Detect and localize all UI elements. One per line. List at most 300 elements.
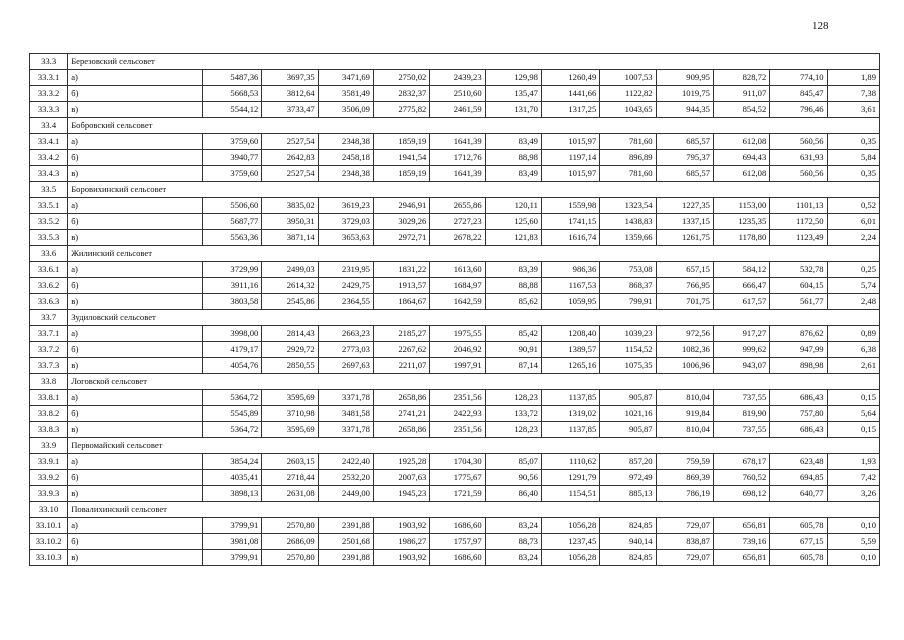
- row-label: в): [68, 486, 203, 502]
- value-cell: 0,15: [827, 422, 879, 438]
- value-cell: 774,10: [770, 70, 827, 86]
- row-code: 33.3.1: [30, 70, 68, 86]
- row-code: 33.5.1: [30, 198, 68, 214]
- value-cell: 2422,93: [430, 406, 485, 422]
- row-label: а): [68, 454, 203, 470]
- value-cell: 1642,59: [430, 294, 485, 310]
- value-cell: 1101,13: [770, 198, 827, 214]
- value-cell: 3595,69: [262, 422, 318, 438]
- value-cell: 83,24: [485, 518, 541, 534]
- value-cell: 1323,54: [600, 198, 656, 214]
- value-cell: 5364,72: [203, 422, 262, 438]
- value-cell: 3835,02: [262, 198, 318, 214]
- table-row: [30, 262, 880, 278]
- value-cell: 1831,22: [373, 262, 429, 278]
- table-row: [30, 358, 880, 374]
- value-cell: 1616,74: [541, 230, 599, 246]
- value-cell: 1208,40: [541, 326, 599, 342]
- value-cell: 2663,23: [318, 326, 373, 342]
- section-title: Бобровский сельсовет: [68, 118, 880, 134]
- value-cell: 944,35: [656, 102, 713, 118]
- value-cell: 1056,28: [541, 550, 599, 566]
- section-title: Логовской сельсовет: [68, 374, 880, 390]
- row-code: 33.5.3: [30, 230, 68, 246]
- value-cell: 0,10: [827, 550, 879, 566]
- row-code: 33.8.3: [30, 422, 68, 438]
- value-cell: 2211,07: [373, 358, 429, 374]
- value-cell: 3729,99: [203, 262, 262, 278]
- row-label: б): [68, 214, 203, 230]
- value-cell: 1864,67: [373, 294, 429, 310]
- row-code: 33.10.1: [30, 518, 68, 534]
- value-cell: 896,89: [600, 150, 656, 166]
- table-row: [30, 150, 880, 166]
- value-cell: 0,52: [827, 198, 879, 214]
- value-cell: 1006,96: [656, 358, 713, 374]
- value-cell: 2185,27: [373, 326, 429, 342]
- row-label: а): [68, 326, 203, 342]
- value-cell: 2570,80: [262, 550, 318, 566]
- value-cell: 796,46: [770, 102, 827, 118]
- table-row: [30, 294, 880, 310]
- section-header-row: [30, 502, 880, 518]
- value-cell: 845,47: [770, 86, 827, 102]
- value-cell: 120,11: [485, 198, 541, 214]
- value-cell: 1007,53: [600, 70, 656, 86]
- section-title: Жилинский сельсовет: [68, 246, 880, 262]
- value-cell: 0,35: [827, 166, 879, 182]
- value-cell: 5364,72: [203, 390, 262, 406]
- value-cell: 3619,23: [318, 198, 373, 214]
- row-label: а): [68, 262, 203, 278]
- value-cell: 1043,65: [600, 102, 656, 118]
- value-cell: 1941,54: [373, 150, 429, 166]
- value-cell: 0,25: [827, 262, 879, 278]
- tariff-table: [29, 53, 880, 566]
- table-row: [30, 406, 880, 422]
- section-title: Березовский сельсовет: [68, 54, 880, 70]
- value-cell: 0,89: [827, 326, 879, 342]
- value-cell: 1641,39: [430, 134, 485, 150]
- value-cell: 1997,91: [430, 358, 485, 374]
- table-row: [30, 342, 880, 358]
- value-cell: 131,70: [485, 102, 541, 118]
- value-cell: 2461,59: [430, 102, 485, 118]
- value-cell: 88,73: [485, 534, 541, 550]
- value-cell: 1137,85: [541, 390, 599, 406]
- value-cell: 5563,36: [203, 230, 262, 246]
- row-code: 33.8.2: [30, 406, 68, 422]
- row-code: 33.9.1: [30, 454, 68, 470]
- value-cell: 1704,30: [430, 454, 485, 470]
- value-cell: 1337,15: [656, 214, 713, 230]
- value-cell: 854,52: [713, 102, 769, 118]
- value-cell: 2658,86: [373, 422, 429, 438]
- row-code: 33.4.1: [30, 134, 68, 150]
- value-cell: 701,75: [656, 294, 713, 310]
- table-row: [30, 70, 880, 86]
- value-cell: 2642,83: [262, 150, 318, 166]
- table-row: [30, 166, 880, 182]
- value-cell: 2814,43: [262, 326, 318, 342]
- value-cell: 133,72: [485, 406, 541, 422]
- value-cell: 869,39: [656, 470, 713, 486]
- row-code: 33.8.1: [30, 390, 68, 406]
- value-cell: 5,84: [827, 150, 879, 166]
- value-cell: 2007,63: [373, 470, 429, 486]
- row-code: 33.6.3: [30, 294, 68, 310]
- value-cell: 766,95: [656, 278, 713, 294]
- value-cell: 3710,98: [262, 406, 318, 422]
- value-cell: 1082,36: [656, 342, 713, 358]
- value-cell: 605,78: [770, 518, 827, 534]
- value-cell: 88,98: [485, 150, 541, 166]
- value-cell: 2545,86: [262, 294, 318, 310]
- value-cell: 1019,75: [656, 86, 713, 102]
- value-cell: 2686,09: [262, 534, 318, 550]
- value-cell: 757,80: [770, 406, 827, 422]
- table-row: [30, 550, 880, 566]
- value-cell: 6,38: [827, 342, 879, 358]
- value-cell: 685,57: [656, 166, 713, 182]
- value-cell: 90,91: [485, 342, 541, 358]
- value-cell: 2946,91: [373, 198, 429, 214]
- value-cell: 1235,35: [713, 214, 769, 230]
- value-cell: 885,13: [600, 486, 656, 502]
- value-cell: 1721,59: [430, 486, 485, 502]
- value-cell: 2750,02: [373, 70, 429, 86]
- row-label: в): [68, 294, 203, 310]
- section-header-row: [30, 118, 880, 134]
- table-row: [30, 230, 880, 246]
- table-row: [30, 422, 880, 438]
- value-cell: 781,60: [600, 166, 656, 182]
- value-cell: 1167,53: [541, 278, 599, 294]
- section-code: 33.9: [30, 438, 68, 454]
- value-cell: 753,08: [600, 262, 656, 278]
- value-cell: 1237,45: [541, 534, 599, 550]
- value-cell: 3950,31: [262, 214, 318, 230]
- value-cell: 838,87: [656, 534, 713, 550]
- table-row: [30, 326, 880, 342]
- value-cell: 2658,86: [373, 390, 429, 406]
- value-cell: 1075,35: [600, 358, 656, 374]
- value-cell: 1154,51: [541, 486, 599, 502]
- value-cell: 1859,19: [373, 134, 429, 150]
- value-cell: 5506,60: [203, 198, 262, 214]
- value-cell: 5544,12: [203, 102, 262, 118]
- row-code: 33.6.1: [30, 262, 68, 278]
- value-cell: 1110,62: [541, 454, 599, 470]
- value-cell: 737,55: [713, 422, 769, 438]
- value-cell: 2741,21: [373, 406, 429, 422]
- table-row: [30, 534, 880, 550]
- value-cell: 1389,57: [541, 342, 599, 358]
- value-cell: 898,98: [770, 358, 827, 374]
- value-cell: 3581,49: [318, 86, 373, 102]
- row-label: в): [68, 230, 203, 246]
- value-cell: 1123,49: [770, 230, 827, 246]
- value-cell: 3940,77: [203, 150, 262, 166]
- value-cell: 1903,92: [373, 550, 429, 566]
- section-header-row: [30, 310, 880, 326]
- value-cell: 876,62: [770, 326, 827, 342]
- row-label: в): [68, 422, 203, 438]
- value-cell: 2570,80: [262, 518, 318, 534]
- value-cell: 972,56: [656, 326, 713, 342]
- value-cell: 128,23: [485, 422, 541, 438]
- value-cell: 1154,52: [600, 342, 656, 358]
- value-cell: 5668,53: [203, 86, 262, 102]
- value-cell: 3029,26: [373, 214, 429, 230]
- value-cell: 623,48: [770, 454, 827, 470]
- value-cell: 3898,13: [203, 486, 262, 502]
- value-cell: 3799,91: [203, 550, 262, 566]
- value-cell: 128,23: [485, 390, 541, 406]
- value-cell: 986,36: [541, 262, 599, 278]
- value-cell: 739,16: [713, 534, 769, 550]
- section-code: 33.8: [30, 374, 68, 390]
- section-title: Повалихинский сельсовет: [68, 502, 880, 518]
- table-body: [30, 54, 880, 566]
- value-cell: 2439,23: [430, 70, 485, 86]
- value-cell: 90,56: [485, 470, 541, 486]
- section-header-row: [30, 438, 880, 454]
- value-cell: 1559,98: [541, 198, 599, 214]
- table-row: [30, 390, 880, 406]
- value-cell: 5,59: [827, 534, 879, 550]
- value-cell: 2499,03: [262, 262, 318, 278]
- value-cell: 760,52: [713, 470, 769, 486]
- value-cell: 729,07: [656, 550, 713, 566]
- value-cell: 87,14: [485, 358, 541, 374]
- row-code: 33.7.1: [30, 326, 68, 342]
- row-label: б): [68, 406, 203, 422]
- value-cell: 3653,63: [318, 230, 373, 246]
- value-cell: 2429,75: [318, 278, 373, 294]
- value-cell: 810,04: [656, 390, 713, 406]
- value-cell: 6,01: [827, 214, 879, 230]
- value-cell: 1059,95: [541, 294, 599, 310]
- value-cell: 694,43: [713, 150, 769, 166]
- value-cell: 3729,03: [318, 214, 373, 230]
- value-cell: 3506,09: [318, 102, 373, 118]
- value-cell: 2348,38: [318, 166, 373, 182]
- value-cell: 2364,55: [318, 294, 373, 310]
- value-cell: 2697,63: [318, 358, 373, 374]
- value-cell: 947,99: [770, 342, 827, 358]
- value-cell: 85,42: [485, 326, 541, 342]
- value-cell: 2449,00: [318, 486, 373, 502]
- value-cell: 2319,95: [318, 262, 373, 278]
- section-header-row: [30, 54, 880, 70]
- value-cell: 3481,58: [318, 406, 373, 422]
- value-cell: 657,15: [656, 262, 713, 278]
- value-cell: 1613,60: [430, 262, 485, 278]
- value-cell: 795,37: [656, 150, 713, 166]
- value-cell: 86,40: [485, 486, 541, 502]
- row-code: 33.9.3: [30, 486, 68, 502]
- value-cell: 3812,64: [262, 86, 318, 102]
- value-cell: 1265,16: [541, 358, 599, 374]
- value-cell: 1317,25: [541, 102, 599, 118]
- value-cell: 2,61: [827, 358, 879, 374]
- row-code: 33.10.3: [30, 550, 68, 566]
- row-code: 33.7.2: [30, 342, 68, 358]
- value-cell: 2614,32: [262, 278, 318, 294]
- value-cell: 2929,72: [262, 342, 318, 358]
- value-cell: 1197,14: [541, 150, 599, 166]
- value-cell: 1,93: [827, 454, 879, 470]
- value-cell: 824,85: [600, 550, 656, 566]
- value-cell: 1945,23: [373, 486, 429, 502]
- value-cell: 5545,89: [203, 406, 262, 422]
- table-row: [30, 214, 880, 230]
- section-title: Зудиловский сельсовет: [68, 310, 880, 326]
- section-code: 33.7: [30, 310, 68, 326]
- value-cell: 3998,00: [203, 326, 262, 342]
- table-row: [30, 86, 880, 102]
- value-cell: 1975,55: [430, 326, 485, 342]
- value-cell: 759,59: [656, 454, 713, 470]
- value-cell: 0,10: [827, 518, 879, 534]
- section-header-row: [30, 374, 880, 390]
- value-cell: 3371,78: [318, 422, 373, 438]
- value-cell: 737,55: [713, 390, 769, 406]
- value-cell: 135,47: [485, 86, 541, 102]
- value-cell: 2603,15: [262, 454, 318, 470]
- section-title: Первомайский сельсовет: [68, 438, 880, 454]
- section-code: 33.5: [30, 182, 68, 198]
- value-cell: 1261,75: [656, 230, 713, 246]
- value-cell: 2631,08: [262, 486, 318, 502]
- value-cell: 5,74: [827, 278, 879, 294]
- row-label: в): [68, 550, 203, 566]
- row-label: в): [68, 166, 203, 182]
- value-cell: 88,88: [485, 278, 541, 294]
- value-cell: 2391,88: [318, 550, 373, 566]
- value-cell: 3911,16: [203, 278, 262, 294]
- value-cell: 2850,55: [262, 358, 318, 374]
- value-cell: 83,49: [485, 166, 541, 182]
- value-cell: 868,37: [600, 278, 656, 294]
- value-cell: 612,08: [713, 134, 769, 150]
- value-cell: 729,07: [656, 518, 713, 534]
- section-header-row: [30, 246, 880, 262]
- value-cell: 1137,85: [541, 422, 599, 438]
- value-cell: 3595,69: [262, 390, 318, 406]
- value-cell: 940,14: [600, 534, 656, 550]
- value-cell: 1039,23: [600, 326, 656, 342]
- row-label: а): [68, 134, 203, 150]
- value-cell: 0,15: [827, 390, 879, 406]
- value-cell: 2,24: [827, 230, 879, 246]
- value-cell: 911,07: [713, 86, 769, 102]
- section-code: 33.10: [30, 502, 68, 518]
- value-cell: 2655,86: [430, 198, 485, 214]
- value-cell: 677,15: [770, 534, 827, 550]
- value-cell: 1686,60: [430, 550, 485, 566]
- row-code: 33.10.2: [30, 534, 68, 550]
- value-cell: 1986,27: [373, 534, 429, 550]
- value-cell: 1441,66: [541, 86, 599, 102]
- table-row: [30, 518, 880, 534]
- value-cell: 7,42: [827, 470, 879, 486]
- section-code: 33.6: [30, 246, 68, 262]
- value-cell: 3854,24: [203, 454, 262, 470]
- value-cell: 1775,67: [430, 470, 485, 486]
- value-cell: 605,78: [770, 550, 827, 566]
- row-label: а): [68, 198, 203, 214]
- value-cell: 4054,76: [203, 358, 262, 374]
- value-cell: 1913,57: [373, 278, 429, 294]
- value-cell: 83,49: [485, 134, 541, 150]
- value-cell: 3803,58: [203, 294, 262, 310]
- value-cell: 828,72: [713, 70, 769, 86]
- value-cell: 4035,41: [203, 470, 262, 486]
- value-cell: 2527,54: [262, 166, 318, 182]
- value-cell: 2972,71: [373, 230, 429, 246]
- row-label: а): [68, 70, 203, 86]
- row-code: 33.3.3: [30, 102, 68, 118]
- row-label: а): [68, 390, 203, 406]
- value-cell: 2,48: [827, 294, 879, 310]
- table-row: [30, 134, 880, 150]
- value-cell: 83,39: [485, 262, 541, 278]
- value-cell: 2510,60: [430, 86, 485, 102]
- row-label: б): [68, 534, 203, 550]
- value-cell: 1260,49: [541, 70, 599, 86]
- value-cell: 3759,60: [203, 166, 262, 182]
- row-label: б): [68, 470, 203, 486]
- value-cell: 2351,56: [430, 422, 485, 438]
- value-cell: 1438,83: [600, 214, 656, 230]
- row-label: а): [68, 518, 203, 534]
- value-cell: 1319,02: [541, 406, 599, 422]
- table-row: [30, 198, 880, 214]
- value-cell: 2678,22: [430, 230, 485, 246]
- value-cell: 3981,08: [203, 534, 262, 550]
- section-header-row: [30, 182, 880, 198]
- table-row: [30, 102, 880, 118]
- value-cell: 7,38: [827, 86, 879, 102]
- row-code: 33.3.2: [30, 86, 68, 102]
- value-cell: 561,77: [770, 294, 827, 310]
- value-cell: 1903,92: [373, 518, 429, 534]
- value-cell: 1712,76: [430, 150, 485, 166]
- value-cell: 686,43: [770, 390, 827, 406]
- value-cell: 617,57: [713, 294, 769, 310]
- value-cell: 2718,44: [262, 470, 318, 486]
- value-cell: 656,81: [713, 550, 769, 566]
- value-cell: 5,64: [827, 406, 879, 422]
- value-cell: 1641,39: [430, 166, 485, 182]
- value-cell: 919,84: [656, 406, 713, 422]
- value-cell: 612,08: [713, 166, 769, 182]
- value-cell: 1172,50: [770, 214, 827, 230]
- value-cell: 2351,56: [430, 390, 485, 406]
- value-cell: 1122,82: [600, 86, 656, 102]
- value-cell: 532,78: [770, 262, 827, 278]
- value-cell: 781,60: [600, 134, 656, 150]
- row-code: 33.4.3: [30, 166, 68, 182]
- value-cell: 2458,18: [318, 150, 373, 166]
- value-cell: 560,56: [770, 134, 827, 150]
- value-cell: 5687,77: [203, 214, 262, 230]
- value-cell: 3871,14: [262, 230, 318, 246]
- value-cell: 584,12: [713, 262, 769, 278]
- value-cell: 83,24: [485, 550, 541, 566]
